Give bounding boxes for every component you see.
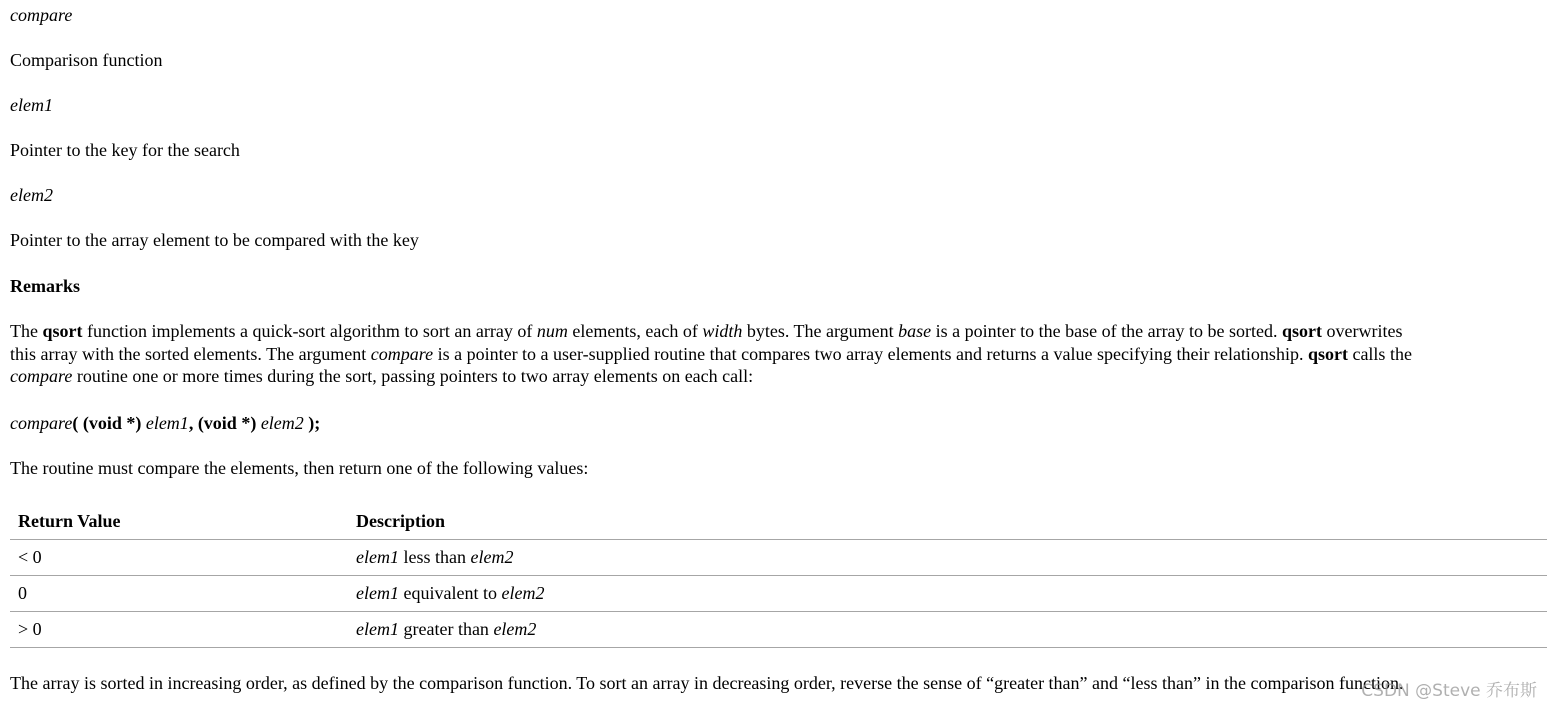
remarks-heading: Remarks [10,276,80,296]
param-desc-compare: Comparison function [10,50,163,70]
function-signature: compare( (void *) elem1, (void *) elem2 ); [10,413,321,433]
description-cell: elem1 less than elem2 [348,540,1547,576]
table-header-row [10,503,1547,540]
param-desc-elem1: Pointer to the key for the search [10,140,240,160]
param-name-compare: compare [10,5,73,25]
header-return-value: Return Value [10,503,348,540]
final-text: The array is sorted in increasing order, as defined by the comparison function. To sort an array in decreasing order, reverse the sense of “greater than” and “less than” in the comparison function. [10,673,1404,693]
remarks-paragraph [10,320,1547,388]
param-name-elem1: elem1 [10,95,53,115]
param-name-elem2: elem2 [10,185,53,205]
routine-text: The routine must compare the elements, then return one of the following values: [10,458,589,478]
return-value-table [10,503,1547,648]
remarks-line-3: compare routine one or more times during the sort, passing pointers to two array elements on each call: [10,366,754,386]
header-description: Description [348,503,1547,540]
description-cell: elem1 equivalent to elem2 [348,576,1547,612]
return-value-cell: > 0 [10,612,348,648]
param-desc-elem2: Pointer to the array element to be compared with the key [10,230,419,250]
remarks-line-2: this array with the sorted elements. The argument compare is a pointer to a user-supplied routine that compares two array elements and returns a value specifying their relationship. qsort calls the [10,343,1412,364]
return-value-cell: 0 [10,576,348,612]
description-cell: elem1 greater than elem2 [348,612,1547,648]
table-row [10,576,1547,612]
watermark: CSDN @Steve 乔布斯 [1361,681,1537,701]
table-row [10,612,1547,648]
remarks-line-1: The qsort function implements a quick-sort algorithm to sort an array of num elements, each of width bytes. The argument base is a pointer to the base of the array to be sorted. qsort overwrites [10,321,1403,341]
return-value-cell: < 0 [10,540,348,576]
table-row [10,540,1547,576]
